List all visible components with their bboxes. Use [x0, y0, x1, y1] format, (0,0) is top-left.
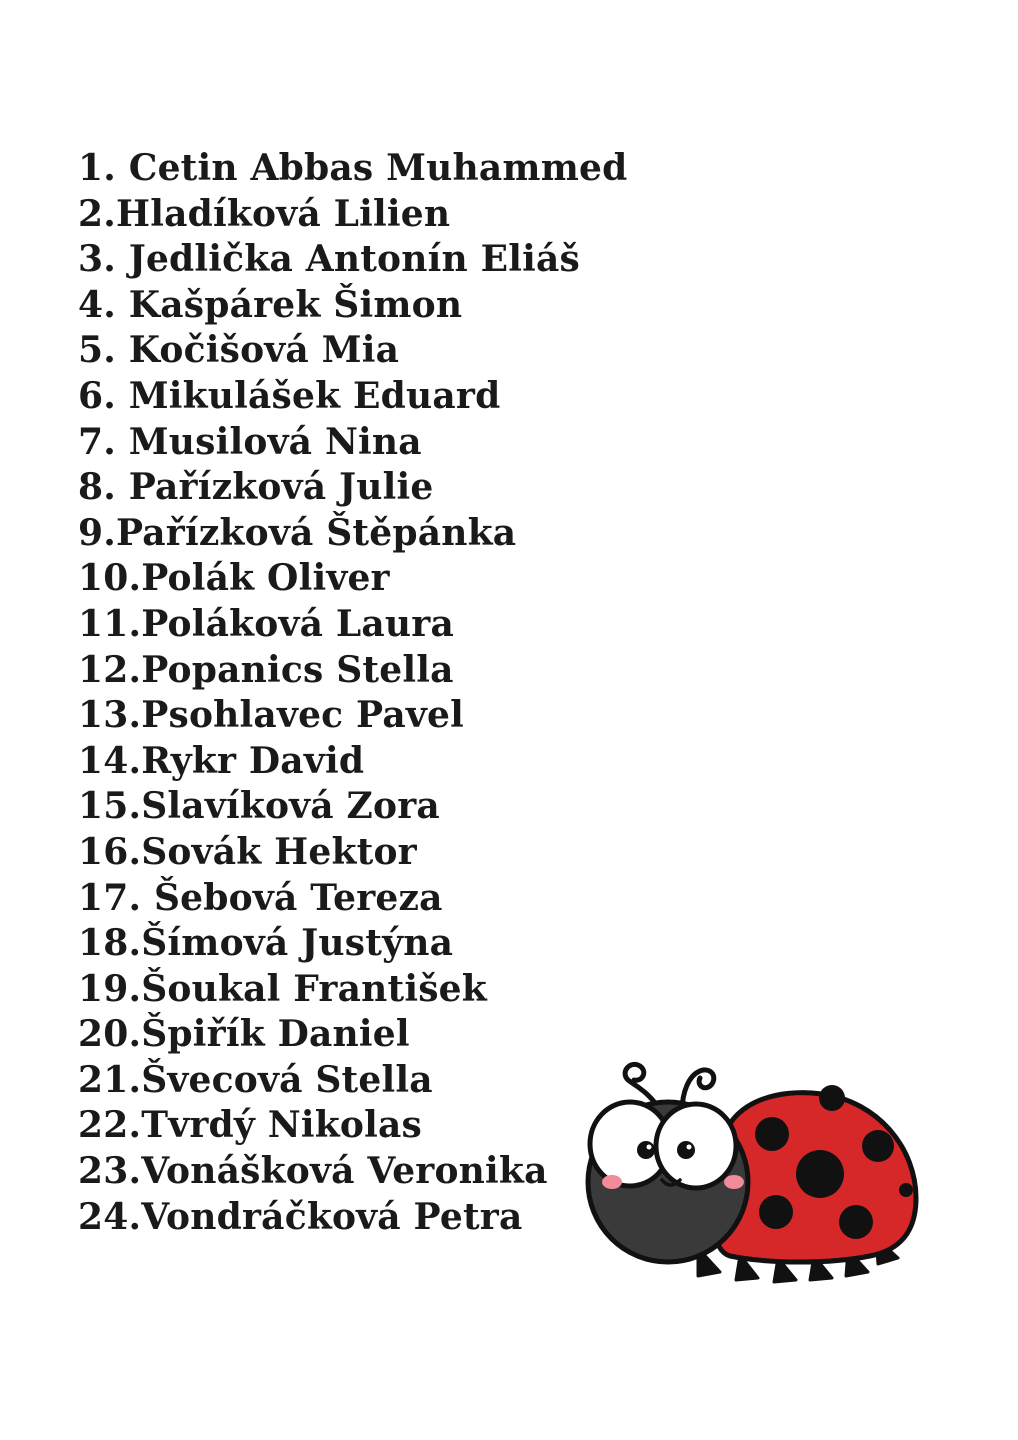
list-item: 12.Popanics Stella [78, 648, 454, 691]
list-item: 2.Hladíková Lilien [78, 192, 451, 235]
list-item: 14.Rykr David [78, 739, 365, 782]
list-item: 18.Šímová Justýna [78, 922, 454, 965]
list-item: 20.Špiřík Daniel [78, 1013, 410, 1056]
list-item: 5. Kočišová Mia [78, 329, 400, 372]
list-item: 15.Slavíková Zora [78, 785, 440, 828]
list-item: 9.Pařízková Štěpánka [78, 511, 517, 554]
list-item: 19.Šoukal František [78, 967, 487, 1010]
list-item: 8. Pařízková Julie [78, 466, 434, 509]
list-item: 24.Vondráčková Petra [78, 1195, 523, 1238]
list-item: 13.Psohlavec Pavel [78, 694, 464, 737]
list-item: 22.Tvrdý Nikolas [78, 1104, 422, 1147]
list-item: 3. Jedlička Antonín Eliáš [78, 238, 580, 281]
list-item: 1. Cetin Abbas Muhammed [78, 147, 628, 189]
ladybug-icon [570, 1050, 930, 1300]
list-item: 11.Poláková Laura [78, 602, 454, 645]
list-item: 6. Mikulášek Eduard [78, 374, 501, 417]
list-item: 10.Polák Oliver [78, 557, 390, 600]
list-item: 7. Musilová Nina [78, 420, 422, 463]
list-item: 23.Vonášková Veronika [78, 1150, 548, 1193]
list-item: 16.Sovák Hektor [78, 830, 417, 873]
list-item: 21.Švecová Stella [78, 1058, 433, 1101]
list-item: 17. Šebová Tereza [78, 876, 443, 919]
list-item: 4. Kašpárek Šimon [78, 283, 463, 326]
name-list [78, 146, 627, 1240]
